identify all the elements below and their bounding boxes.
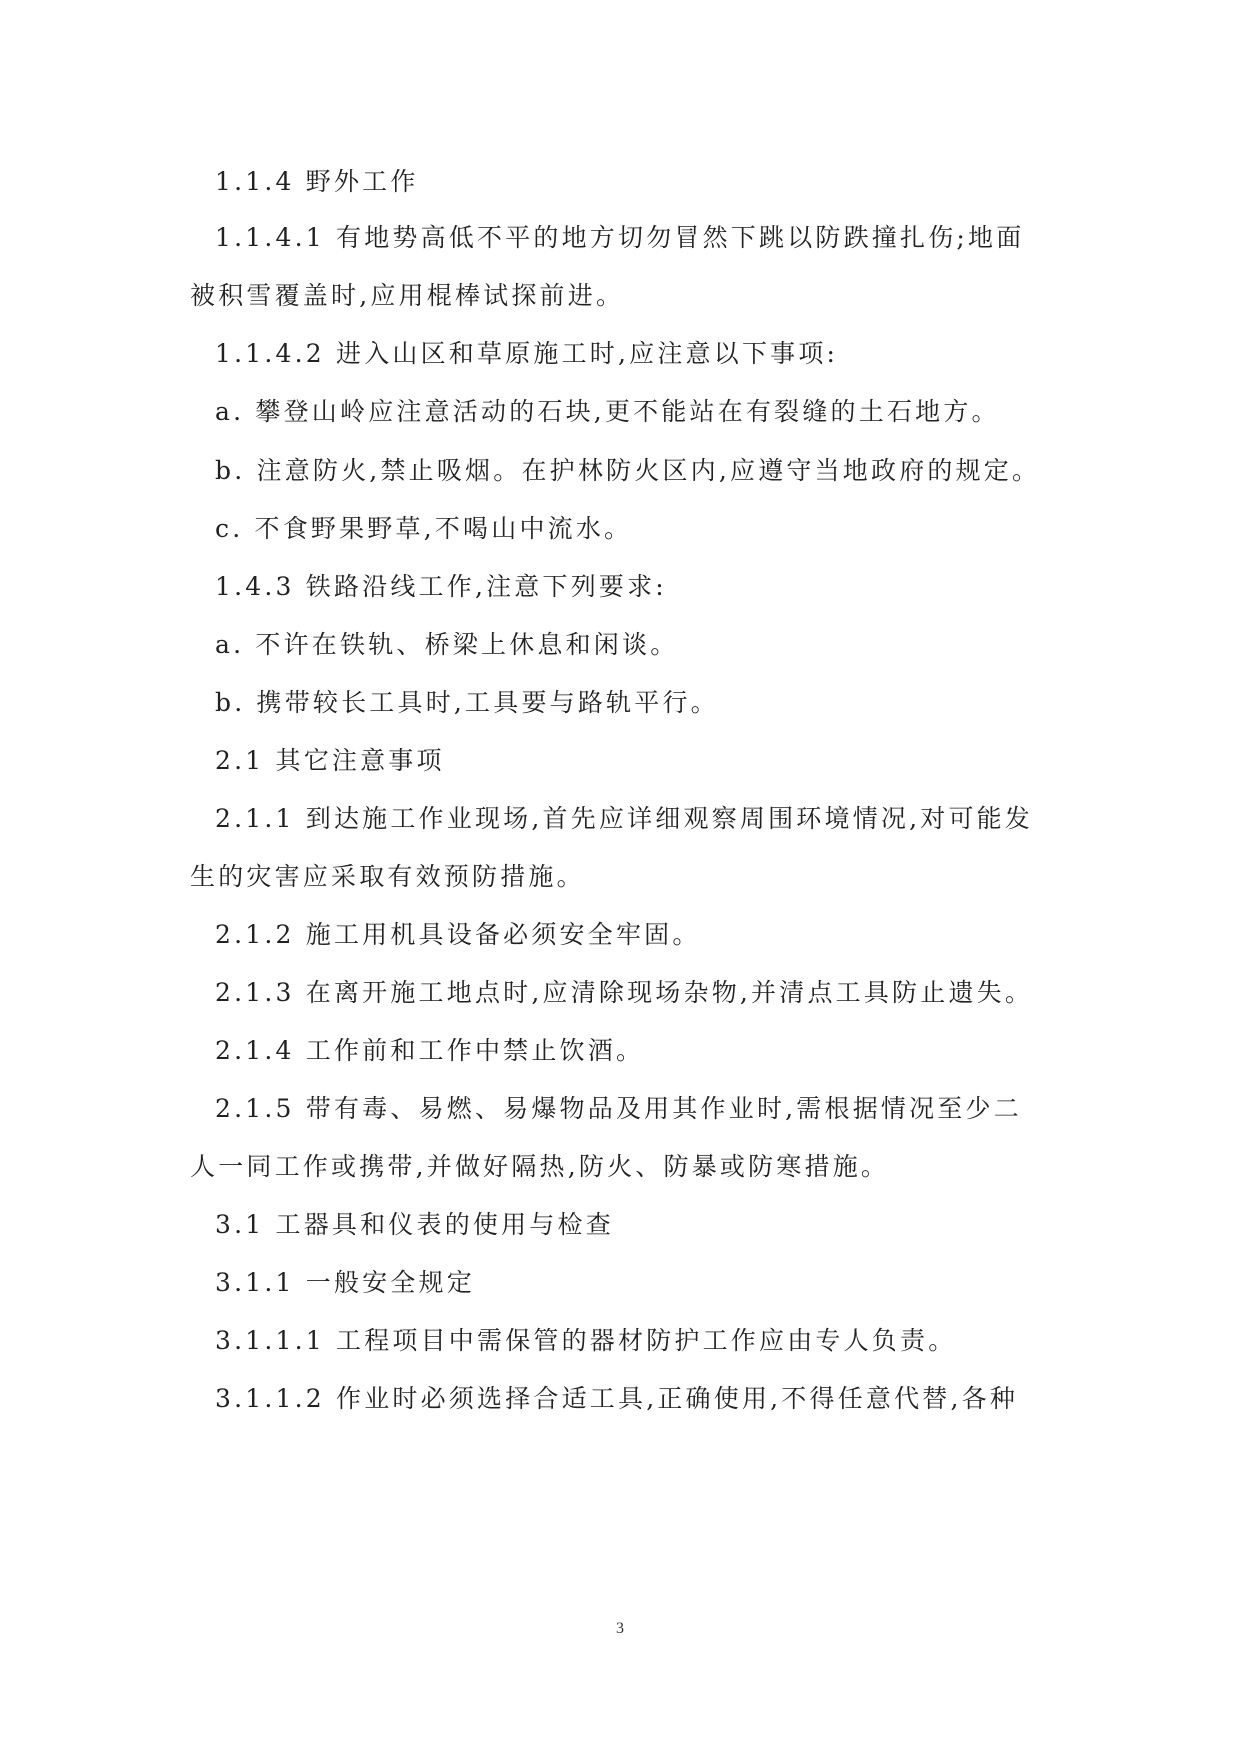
heading-1-1-4: 1.1.4 野外工作	[215, 167, 419, 196]
paragraph-2-1-5-cont: 人一同工作或携带,并做好隔热,防火、防暴或防寒措施。	[190, 1152, 890, 1181]
list-item-b-fire: b. 注意防火,禁止吸烟。在护林防火区内,应遵守当地政府的规定。	[215, 456, 1041, 485]
list-item-b-tools: b. 携带较长工具时,工具要与路轨平行。	[215, 688, 719, 717]
paragraph-1-1-4-2: 1.1.4.2 进入山区和草原施工时,应注意以下事项:	[215, 339, 839, 368]
paragraph-2-1-3: 2.1.3 在离开施工地点时,应清除现场杂物,并清点工具防止遗失。	[215, 978, 1034, 1007]
paragraph-2-1-5: 2.1.5 带有毒、易燃、易爆物品及用其作业时,需根据情况至少二	[215, 1094, 1022, 1123]
list-item-c-water: c. 不食野果野草,不喝山中流水。	[215, 514, 633, 543]
paragraph-3-1-1-1: 3.1.1.1 工程项目中需保管的器材防护工作应由专人负责。	[215, 1326, 957, 1355]
paragraph-1-1-4-1: 1.1.4.1 有地势高低不平的地方切勿冒然下跳以防跌撞扎伤;地面	[215, 223, 1025, 252]
paragraph-2-1-1-cont: 生的灾害应采取有效预防措施。	[190, 862, 585, 891]
page-number: 3	[616, 1620, 624, 1637]
heading-3-1-1: 3.1.1 一般安全规定	[215, 1268, 475, 1297]
paragraph-2-1-4: 2.1.4 工作前和工作中禁止饮酒。	[215, 1036, 645, 1065]
list-item-a-railway: a. 不许在铁轨、桥梁上休息和闲谈。	[215, 630, 679, 659]
paragraph-2-1-1: 2.1.1 到达施工作业现场,首先应详细观察周围环境情况,对可能发	[215, 804, 1034, 833]
paragraph-1-1-4-1-cont: 被积雪覆盖时,应用棍棒试探前进。	[190, 281, 625, 310]
heading-2-1: 2.1 其它注意事项	[215, 746, 445, 775]
paragraph-3-1-1-2: 3.1.1.2 作业时必须选择合适工具,正确使用,不得任意代替,各种	[215, 1384, 1019, 1413]
heading-3-1: 3.1 工器具和仪表的使用与检查	[215, 1210, 614, 1239]
paragraph-2-1-2: 2.1.2 施工用机具设备必须安全牢固。	[215, 920, 701, 949]
paragraph-1-4-3: 1.4.3 铁路沿线工作,注意下列要求:	[215, 572, 667, 601]
list-item-a-mountain: a. 攀登山岭应注意活动的石块,更不能站在有裂缝的土石地方。	[215, 397, 1000, 426]
